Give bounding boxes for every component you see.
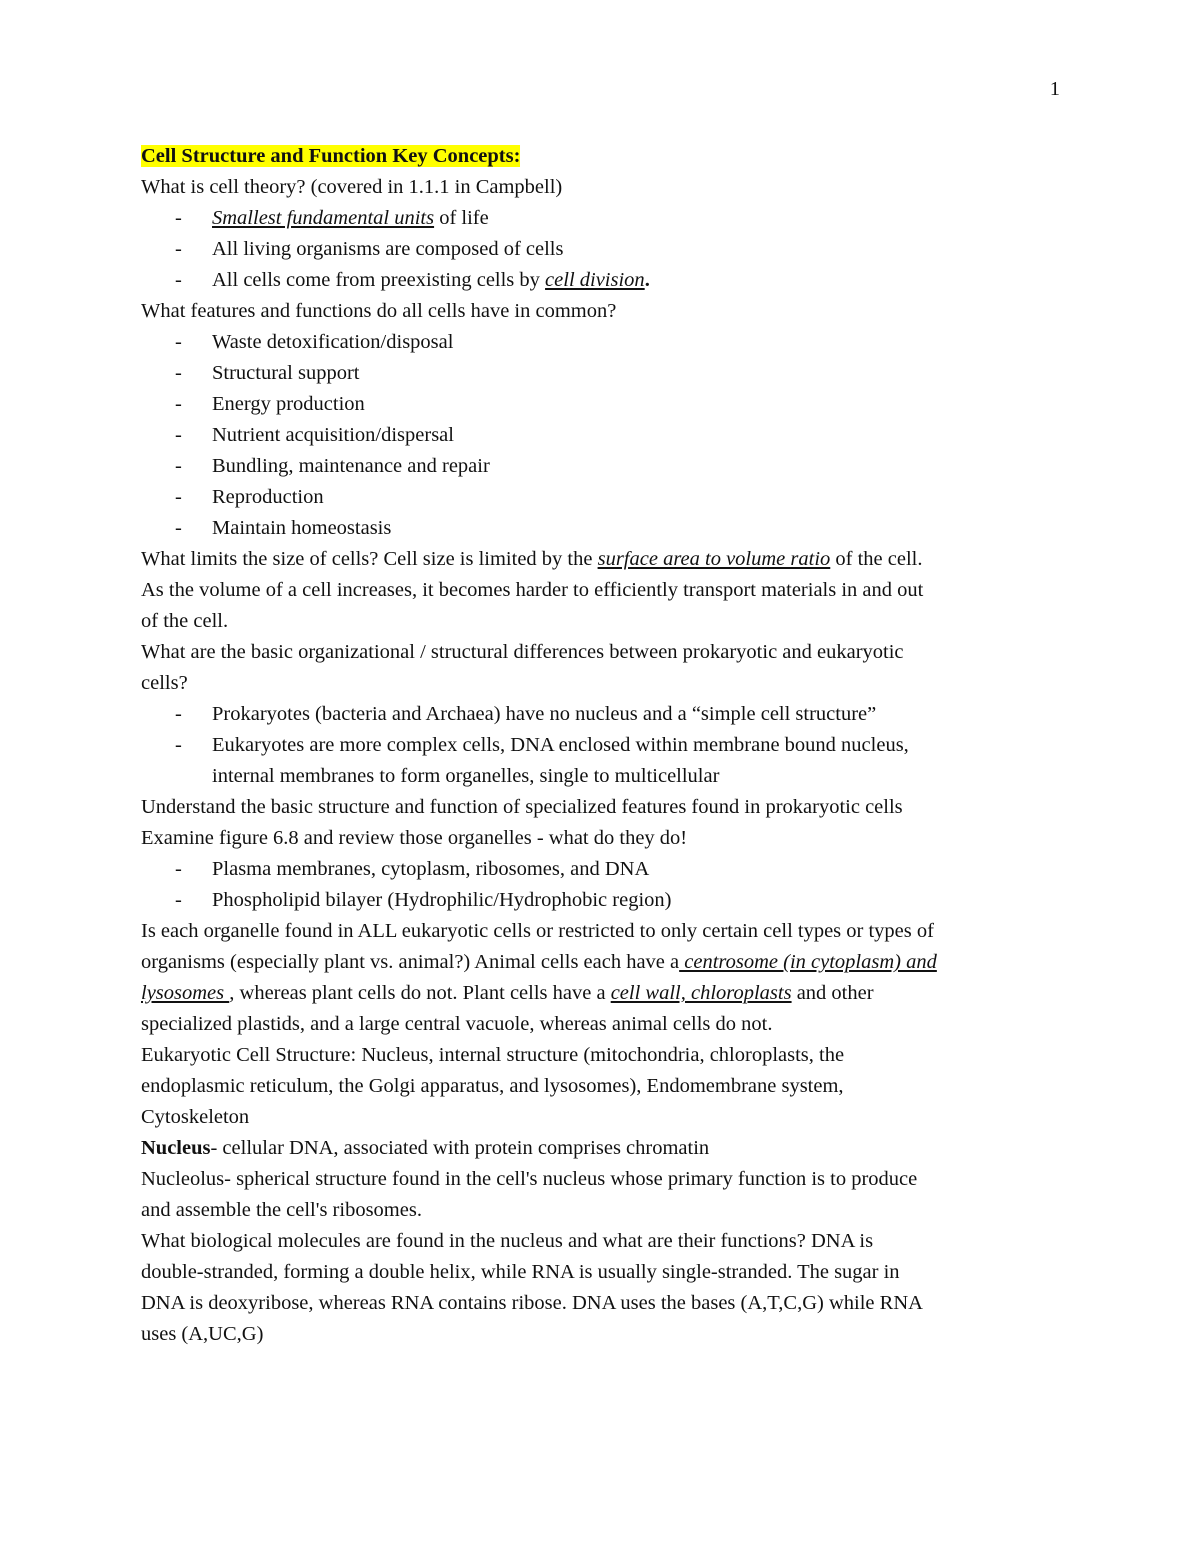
- heading: Cell Structure and Function Key Concepts:: [141, 145, 521, 167]
- bullet-dash: -: [175, 734, 182, 756]
- bullet-item: [141, 482, 1071, 513]
- bullet-text: Bundling, maintenance and repair: [212, 455, 490, 477]
- term-nucleus: Nucleus: [141, 1137, 211, 1159]
- bullet-text: of life: [434, 207, 489, 229]
- bullet-item: [141, 885, 1071, 916]
- paragraph-line: [141, 947, 1071, 978]
- emphasis-text: Smallest fundamental units: [212, 207, 435, 229]
- bullet-text: .: [644, 269, 650, 291]
- bullet-item: [141, 389, 1071, 420]
- paragraph-text: of the cell.: [830, 548, 923, 570]
- bullet-dash: -: [175, 362, 182, 384]
- bullet-item: [141, 234, 1071, 265]
- question-common-features: What features and functions do all cells have in common?: [141, 300, 617, 322]
- nucleus-definition: [141, 1133, 1071, 1164]
- bullet-item: [141, 513, 1071, 544]
- paragraph-line: endoplasmic reticulum, the Golgi apparatus, and lysosomes), Endomembrane system,: [141, 1075, 844, 1097]
- notes-body: [141, 141, 1071, 1350]
- bullet-text: Reproduction: [212, 486, 324, 508]
- bullet-text: All living organisms are composed of cells: [212, 238, 564, 260]
- paragraph-line: Eukaryotic Cell Structure: Nucleus, internal structure (mitochondria, chloroplasts, the: [141, 1044, 845, 1066]
- paragraph-line: As the volume of a cell increases, it becomes harder to efficiently transport materials in and out: [141, 579, 924, 601]
- bullet-continuation: internal membranes to form organelles, single to multicellular: [212, 765, 720, 787]
- paragraph-text: organisms (especially plant vs. animal?) Animal cells each have a: [141, 951, 680, 973]
- bullet-dash: -: [175, 269, 182, 291]
- bullet-text: Waste detoxification/disposal: [212, 331, 454, 353]
- paragraph-line: of the cell.: [141, 610, 229, 632]
- bullet-text: Eukaryotes are more complex cells, DNA enclosed within membrane bound nucleus,: [212, 734, 909, 756]
- bullet-dash: -: [175, 207, 182, 229]
- paragraph-text: and other: [791, 982, 874, 1004]
- bullet-item: [141, 203, 1071, 234]
- bullet-dash: -: [175, 393, 182, 415]
- bullet-text: All cells come from preexisting cells by: [212, 269, 546, 291]
- bullet-item: [141, 730, 1071, 761]
- emphasis-text: lysosomes: [141, 982, 230, 1004]
- bullet-dash: -: [175, 455, 182, 477]
- bullet-dash: -: [175, 331, 182, 353]
- bullet-dash: -: [175, 424, 182, 446]
- bullet-text: Plasma membranes, cytoplasm, ribosomes, and DNA: [212, 858, 650, 880]
- nucleolus-definition: Nucleolus- spherical structure found in the cell's nucleus whose primary function is to produce: [141, 1168, 918, 1190]
- question-cell-size: [141, 544, 1071, 575]
- bullet-dash: -: [175, 703, 182, 725]
- question-organelle-distribution: Is each organelle found in ALL eukaryotic cells or restricted to only certain cell types or types of: [141, 920, 934, 942]
- bullet-dash: -: [175, 486, 182, 508]
- paragraph-line: uses (A,UC,G): [141, 1323, 264, 1345]
- emphasis-text: surface area to volume ratio: [597, 548, 831, 570]
- paragraph-line: cells?: [141, 672, 188, 694]
- question-cell-theory: What is cell theory? (covered in 1.1.1 in Campbell): [141, 176, 563, 198]
- emphasis-text: cell division: [545, 269, 645, 291]
- emphasis-text: centrosome (in cytoplasm) and: [679, 951, 937, 973]
- paragraph-line: DNA is deoxyribose, whereas RNA contains ribose. DNA uses the bases (A,T,C,G) while RNA: [141, 1292, 923, 1314]
- paragraph-text: What limits the size of cells? Cell size is limited by the: [141, 548, 598, 570]
- paragraph-line: [141, 978, 1071, 1009]
- bullet-text: Prokaryotes (bacteria and Archaea) have no nucleus and a “simple cell structure”: [212, 703, 877, 725]
- heading-line: [141, 141, 1071, 172]
- paragraph-line: and assemble the cell's ribosomes.: [141, 1199, 422, 1221]
- paragraph-line: double-stranded, forming a double helix, while RNA is usually single-stranded. The sugar in: [141, 1261, 900, 1283]
- bullet-text: Energy production: [212, 393, 365, 415]
- bullet-text: Structural support: [212, 362, 360, 384]
- paragraph-text: , whereas plant cells do not. Plant cells have a: [229, 982, 611, 1004]
- bullet-dash: -: [175, 889, 182, 911]
- paragraph-line: specialized plastids, and a large central vacuole, whereas animal cells do not.: [141, 1013, 773, 1035]
- paragraph-line: Understand the basic structure and function of specialized features found in prokaryotic cells: [141, 796, 903, 818]
- bullet-item: [141, 358, 1071, 389]
- definition-text: - cellular DNA, associated with protein comprises chromatin: [210, 1137, 710, 1159]
- bullet-item: [141, 699, 1071, 730]
- paragraph-line: Examine figure 6.8 and review those organelles - what do they do!: [141, 827, 688, 849]
- page-number: 1: [1049, 78, 1060, 100]
- bullet-dash: -: [175, 858, 182, 880]
- question-nucleus-molecules: What biological molecules are found in the nucleus and what are their functions? DNA is: [141, 1230, 874, 1252]
- bullet-dash: -: [175, 238, 182, 260]
- bullet-item: [141, 420, 1071, 451]
- bullet-text: Phospholipid bilayer (Hydrophilic/Hydrophobic region): [212, 889, 672, 911]
- bullet-item: [141, 451, 1071, 482]
- bullet-item: [141, 327, 1071, 358]
- question-prokaryote-eukaryote: What are the basic organizational / structural differences between prokaryotic and eukaryotic: [141, 641, 904, 663]
- bullet-item: [141, 854, 1071, 885]
- bullet-text: Nutrient acquisition/dispersal: [212, 424, 454, 446]
- bullet-item: [141, 265, 1071, 296]
- paragraph-line: Cytoskeleton: [141, 1106, 250, 1128]
- bullet-dash: -: [175, 517, 182, 539]
- bullet-text: Maintain homeostasis: [212, 517, 392, 539]
- emphasis-text: cell wall, chloroplasts: [610, 982, 792, 1004]
